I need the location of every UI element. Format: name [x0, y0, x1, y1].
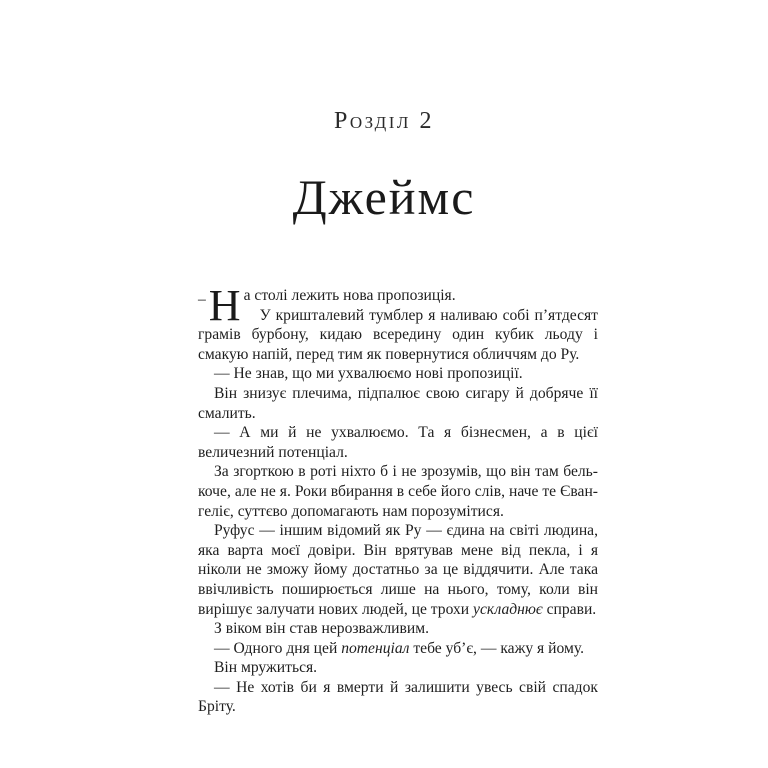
drop-cap: Н — [208, 281, 241, 330]
paragraph-11: — Не хотів би я вмерти й залишити увесь свій спадок Бріту. — [198, 678, 598, 716]
paragraph-8: З віком він став нерозважливим. — [214, 620, 429, 638]
chapter-title: Джеймс — [292, 169, 476, 225]
paragraph-4: Він знизує плечима, підпалює свою сигару й добряче її смалить. — [198, 384, 598, 422]
paragraph-7-text-b: справи. — [542, 600, 597, 618]
paragraph-2: У кришталевий тумблер я наливаю собі п’ятдесят грамів бурбону, кидаю всередину один кубик льоду і смакую напій, перед тим як повернутися обличчям до Ру. — [198, 306, 598, 363]
chapter-body — [198, 281, 598, 717]
paragraph-9-text-a: — Одного дня цей — [214, 639, 342, 657]
paragraph-7 — [198, 521, 598, 619]
paragraph-1-text: а столі лежить нова пропозиція. — [243, 287, 456, 304]
paragraph-7-italic: ускладнює — [473, 600, 543, 618]
paragraph-10: Він мружиться. — [214, 659, 318, 677]
paragraph-7-text-a: Руфус — іншим відомий як Ру — єдина на світі людина, яка варта моєї довіри. Він врятував мене від пекла, і я ніколи не зможу йому достатньо за це віддячити. Але така ввічливість поширюється лише на нього, тому, коли він вирішує залучати нових людей, це трохи — [198, 522, 598, 618]
paragraph-9 — [198, 639, 598, 659]
chapter-number: Розділ 2 — [334, 108, 434, 134]
paragraph-9-italic: потенціал — [341, 639, 410, 657]
paragraph-6: За згорткою в роті ніхто б і не зрозумів, що він там белькоче, але не я. Роки вбирання в себе його слів, наче те Євангеліє, суттєво допомагають нам порозумітися. — [198, 463, 598, 520]
paragraph-5: — А ми й не ухвалюємо. Та я бізнесмен, а в цієї величезний потенціал. — [198, 424, 598, 461]
paragraph-3: — Не знав, що ми ухвалюємо нові пропозиції. — [214, 365, 523, 383]
dropcap-dash: – — [198, 291, 206, 308]
paragraph-1 — [198, 281, 598, 330]
paragraph-9-text-b: тебе уб’є, — кажу я йому. — [409, 639, 584, 657]
